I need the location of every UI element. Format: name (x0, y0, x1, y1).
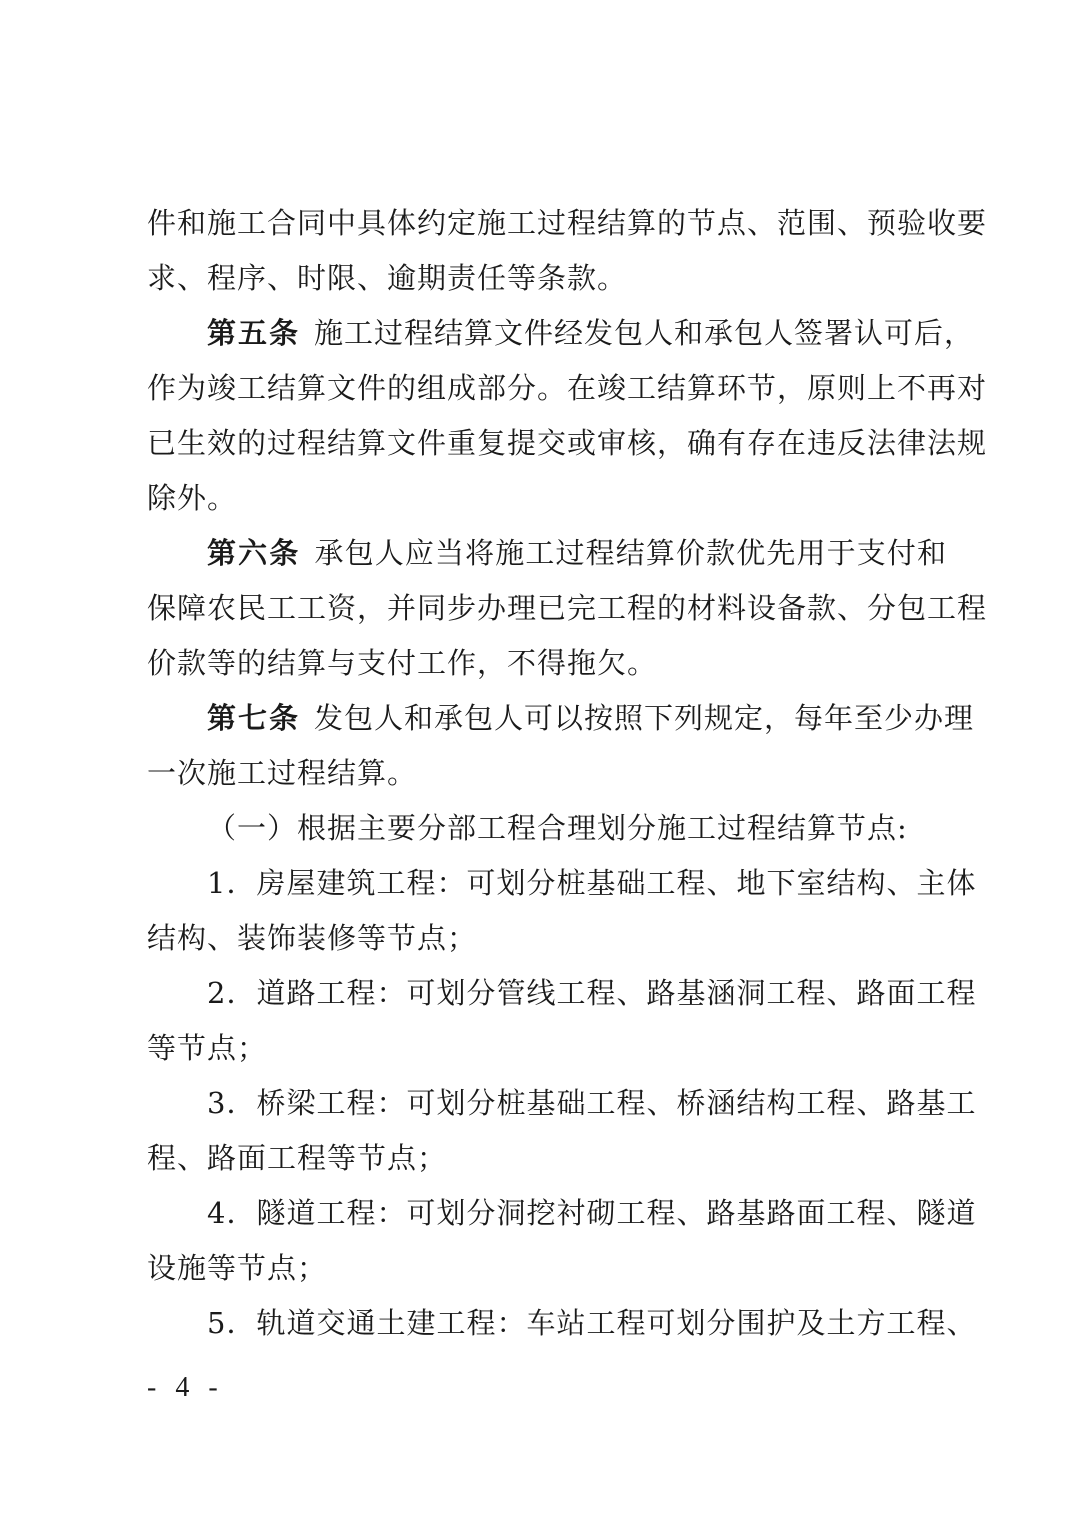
subsection-heading: （一）根据主要分部工程合理划分施工过程结算节点: (207, 811, 908, 845)
text-line: 价款等的结算与支付工作，不得拖欠。 (147, 646, 658, 680)
list-item: 2．道路工程：可划分管线工程、路基涵洞工程、路面工程 (207, 976, 977, 1010)
text-line: 已生效的过程结算文件重复提交或审核，确有存在违反法律法规 (147, 426, 988, 460)
text-line: 结构、装饰装修等节点； (147, 921, 478, 955)
article-5-first-line (207, 313, 975, 353)
list-item: 1．房屋建筑工程：可划分桩基础工程、地下室结构、主体 (207, 866, 977, 900)
text-segment: 承包人应当将施工过程结算价款优先用于支付和 (314, 536, 947, 570)
article-label: 第五条 (207, 316, 301, 350)
text-line: 设施等节点； (147, 1251, 328, 1285)
article-label: 第六条 (207, 536, 301, 570)
list-item: 4．隧道工程：可划分洞挖衬砌工程、路基路面工程、隧道 (207, 1196, 977, 1230)
page-number: - 4 - (147, 1372, 224, 1403)
text-line: 程、路面工程等节点； (147, 1141, 448, 1175)
text-segment: 施工过程结算文件经发包人和承包人签署认可后， (314, 316, 975, 350)
text-line: 作为竣工结算文件的组成部分。在竣工结算环节，原则上不再对 (147, 371, 988, 405)
text-line: 除外。 (147, 481, 238, 515)
text-segment: 发包人和承包人可以按照下列规定，每年至少办理 (314, 701, 975, 735)
list-item: 5．轨道交通土建工程：车站工程可划分围护及土方工程、 (207, 1306, 977, 1340)
text-line: 一次施工过程结算。 (147, 756, 418, 790)
text-line: 件和施工合同中具体约定施工过程结算的节点、范围、预验收要 (147, 206, 988, 240)
article-6-first-line (207, 533, 947, 573)
text-line: 等节点； (147, 1031, 268, 1065)
text-line: 保障农民工工资，并同步办理已完工程的材料设备款、分包工程 (147, 591, 988, 625)
article-label: 第七条 (207, 701, 301, 735)
article-7-first-line (207, 698, 975, 738)
list-item: 3．桥梁工程：可划分桩基础工程、桥涵结构工程、路基工 (207, 1086, 977, 1120)
text-line: 求、程序、时限、逾期责任等条款。 (147, 261, 628, 295)
